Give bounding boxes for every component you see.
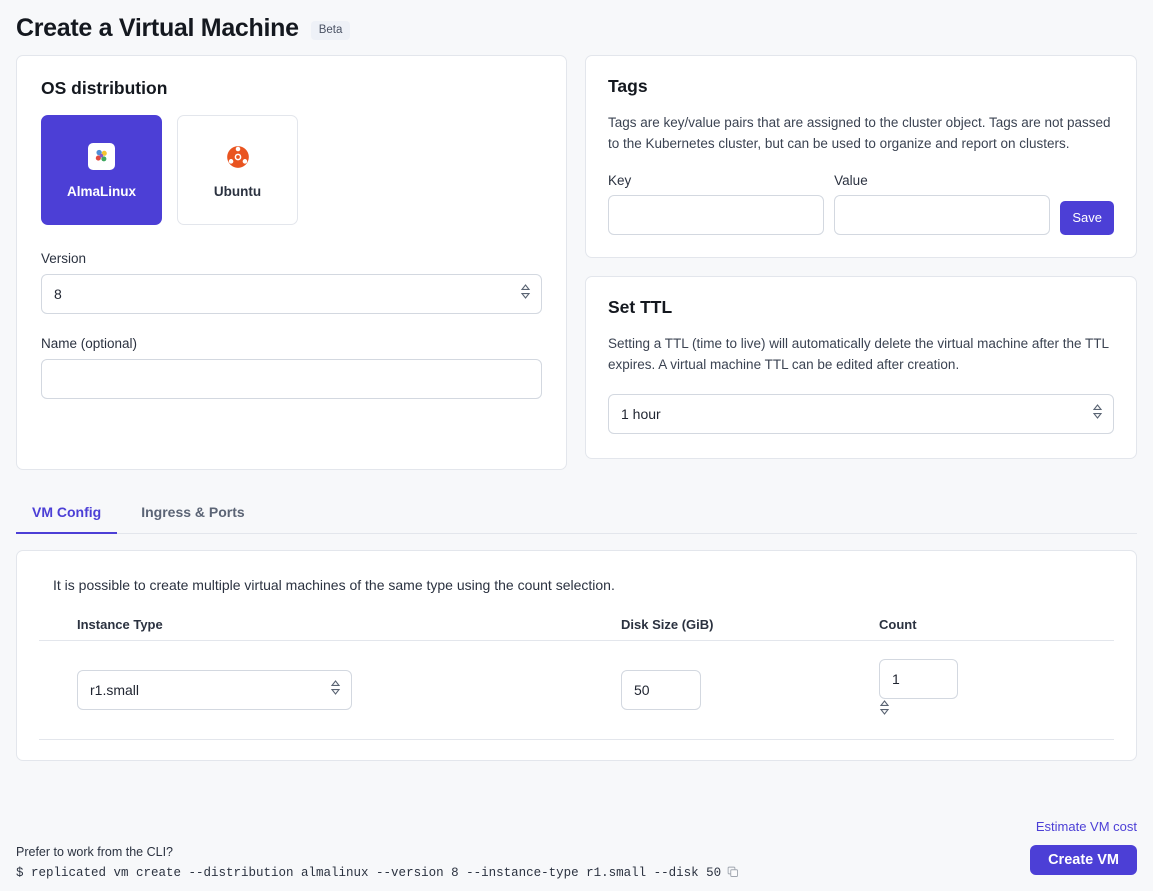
tags-card (585, 55, 1137, 258)
os-distribution-card (16, 55, 567, 470)
tab-vm-config[interactable]: VM Config (16, 492, 117, 534)
vm-config-card (16, 550, 1137, 761)
footer (16, 819, 1137, 881)
name-input[interactable] (41, 359, 542, 399)
column-header-disk-size: Disk Size (GiB) (621, 617, 714, 632)
os-column (16, 55, 567, 470)
column-header-instance-type: Instance Type (77, 617, 163, 632)
vm-config-table (39, 617, 1114, 740)
create-vm-button[interactable]: Create VM (1030, 845, 1137, 875)
tag-value-group (834, 173, 1050, 235)
cli-prompt-label: Prefer to work from the CLI? (16, 845, 174, 859)
tag-value-label: Value (834, 172, 868, 188)
vm-config-note: It is possible to create multiple virtual machines of the same type using the count selection. (53, 577, 615, 593)
ttl-card (585, 276, 1137, 459)
name-field-group (41, 336, 542, 399)
tag-value-input[interactable] (834, 195, 1050, 235)
name-label: Name (optional) (41, 336, 138, 351)
table-row (39, 641, 1114, 740)
top-section (16, 55, 1137, 470)
tab-ingress-ports[interactable]: Ingress & Ports (141, 504, 245, 520)
ubuntu-icon (223, 142, 253, 172)
cell-instance-type (39, 670, 621, 710)
tag-key-label: Key (608, 172, 632, 188)
version-field-group (41, 251, 542, 314)
count-stepper[interactable] (879, 659, 958, 699)
table-header-row (39, 617, 1114, 641)
tag-key-input[interactable] (608, 195, 824, 235)
status-badge: Beta (311, 21, 351, 41)
tags-title: Tags (608, 76, 648, 96)
estimate-vm-cost-link[interactable]: Estimate VM cost (1035, 819, 1137, 834)
os-option-almalinux[interactable] (41, 115, 162, 225)
os-option-label: Ubuntu (213, 183, 262, 199)
tag-entry-row (608, 173, 1114, 235)
ttl-description: Setting a TTL (time to live) will automatically delete the virtual machine after the TTL expires. A virtual machine TTL can be edited after creation. (608, 335, 1109, 372)
page-header (16, 0, 1137, 55)
ttl-select[interactable] (608, 394, 1114, 434)
cell-count (879, 659, 1079, 721)
page-title: Create a Virtual Machine (16, 14, 299, 42)
chevron-updown-icon[interactable] (879, 703, 890, 720)
os-option-label: AlmaLinux (66, 183, 136, 199)
instance-type-select[interactable] (77, 670, 352, 710)
cell-disk-size (621, 670, 879, 710)
os-distribution-title: OS distribution (41, 78, 168, 98)
almalinux-icon (87, 142, 117, 172)
cli-command-box (16, 865, 1137, 881)
save-tag-button[interactable]: Save (1060, 201, 1114, 235)
version-label: Version (41, 251, 87, 266)
os-option-group (41, 115, 542, 225)
version-select[interactable] (41, 274, 542, 314)
disk-size-input[interactable] (621, 670, 701, 710)
config-tabs (16, 492, 1137, 534)
column-header-count: Count (879, 617, 917, 632)
tags-description: Tags are key/value pairs that are assigned to the cluster object. Tags are not passed to the Kubernetes cluster, but can be used to organize and report on clusters. (608, 115, 1111, 151)
ttl-title: Set TTL (608, 296, 673, 317)
cli-command-text: $ replicated vm create --distribution almalinux --version 8 --instance-type r1.small --disk 50 (16, 866, 722, 880)
right-column (585, 55, 1137, 459)
os-option-ubuntu[interactable] (177, 115, 298, 225)
tag-key-group (608, 173, 824, 235)
copy-icon[interactable] (727, 866, 739, 882)
